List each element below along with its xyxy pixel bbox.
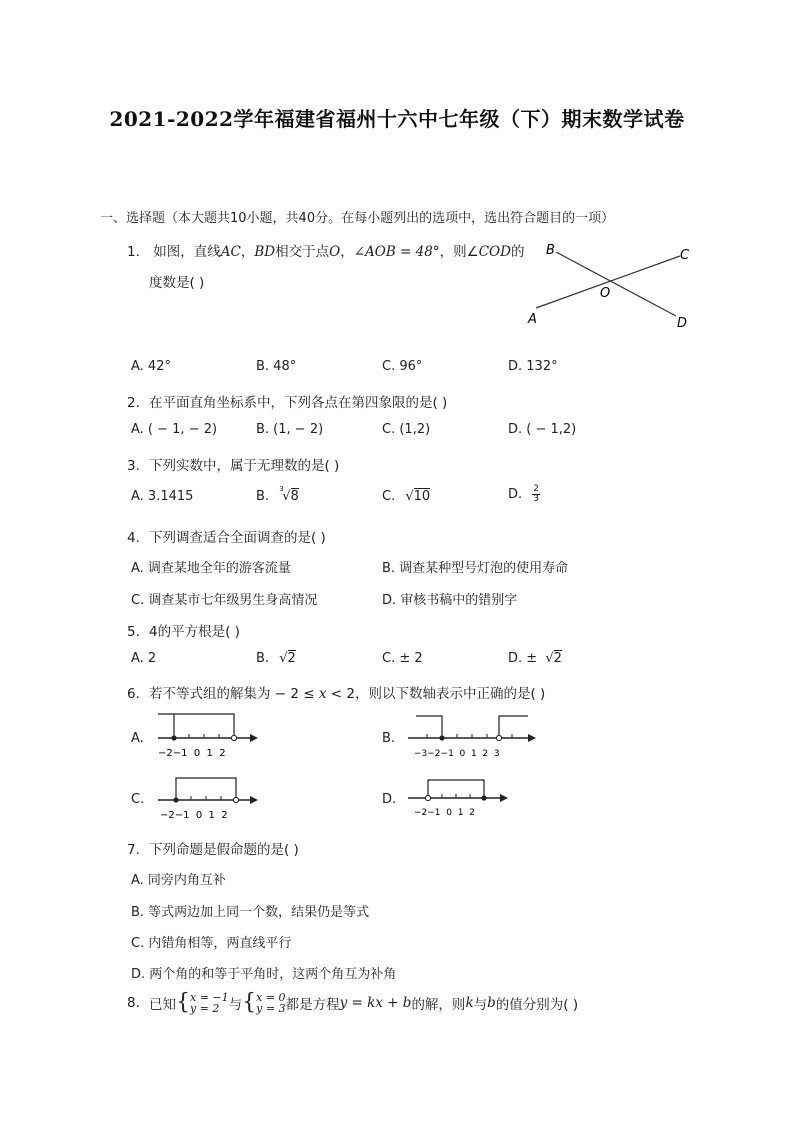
- option-label: C.: [382, 489, 396, 504]
- q6-text-post: < 2，则以下数轴表示中正确的是( ): [326, 686, 546, 702]
- q4-option-c[interactable]: C. 调查某市七年级男生身高情况: [131, 593, 318, 608]
- q7-option-b[interactable]: B. 等式两边加上同一个数，结果仍是等式: [131, 905, 370, 920]
- numerator: 2: [533, 484, 540, 494]
- label-o: O: [600, 286, 611, 301]
- q3-option-b[interactable]: B. 3 √8: [256, 485, 299, 504]
- q7-option-c[interactable]: C. 内错角相等，两直线平行: [131, 936, 292, 951]
- axis-labels: −2−1 0 1 2: [160, 810, 228, 821]
- question-number: 3.: [127, 458, 140, 474]
- page-title: 2021-2022学年福建省福州十六中七年级（下）期末数学试卷: [109, 107, 685, 131]
- q3-option-d[interactable]: [508, 485, 540, 504]
- q8-text-pre: 已知: [149, 997, 176, 1013]
- q5-option-d[interactable]: D. ± √2: [508, 651, 562, 666]
- q6-option-d-label[interactable]: D.: [382, 792, 397, 807]
- var-b: b: [487, 995, 496, 1011]
- point-o: O: [329, 244, 341, 260]
- question-number: 4.: [127, 530, 140, 546]
- section-heading: 一、选择题（本大题共10小题，共40分。在每小题列出的选项中，选出符合题目的一项）: [100, 211, 615, 226]
- q1-option-d[interactable]: D. 132°: [508, 359, 558, 374]
- axis-labels: −2−1 0 1 2: [414, 808, 475, 818]
- q8-text-post: 都是方程: [285, 997, 340, 1013]
- question-number: 8.: [127, 995, 140, 1011]
- q5-option-b[interactable]: B. √2: [256, 651, 296, 666]
- denominator: 3: [533, 494, 540, 504]
- system-1: [190, 992, 229, 1014]
- q4-option-a[interactable]: A. 调查某地全年的游客流量: [131, 561, 291, 576]
- q4-option-b[interactable]: B. 调查某种型号灯泡的使用寿命: [382, 561, 569, 576]
- q6-option-c-label[interactable]: C.: [131, 792, 145, 807]
- q8-text-tail: 的值分别为( ): [495, 997, 579, 1013]
- label-c: C: [680, 248, 690, 263]
- q1-option-c[interactable]: C. 96°: [382, 359, 423, 374]
- question-2: [127, 391, 447, 411]
- question-1: [127, 240, 524, 260]
- q8-text-and: 与: [473, 997, 488, 1013]
- option-label: D.: [508, 487, 523, 502]
- angle-aob: ∠AOB = 48°: [353, 244, 440, 260]
- option-label: D. ±: [508, 651, 538, 666]
- radicand: 10: [413, 489, 431, 504]
- q4-option-d[interactable]: D. 审核书稿中的错别字: [382, 593, 518, 608]
- q5-option-a[interactable]: A. 2: [131, 651, 157, 666]
- fraction: [532, 485, 540, 504]
- system-1-row-1: x = −1: [190, 991, 229, 1004]
- q6-option-c-numberline[interactable]: [150, 772, 265, 824]
- axis-labels: −3−2−1 0 1 2 3: [414, 749, 500, 759]
- q6-option-b-numberline[interactable]: [402, 710, 540, 762]
- label-a: A: [528, 312, 537, 327]
- q6-text-pre: 若不等式组的解集为 − 2 ≤: [149, 686, 319, 702]
- q8-text-mid: 与: [228, 997, 243, 1013]
- system-2-row-1: x = 0: [256, 991, 286, 1004]
- question-number: 5.: [127, 624, 140, 640]
- equation: y = kx + b: [339, 995, 412, 1011]
- q1-option-b[interactable]: B. 48°: [256, 359, 297, 374]
- question-6: [127, 682, 545, 702]
- var-k: k: [465, 995, 474, 1011]
- q2-option-c[interactable]: C. (1,2): [382, 422, 431, 437]
- root-index: 3: [279, 485, 284, 493]
- q1-text-tail: 的: [510, 244, 525, 260]
- q1-comma: ，: [240, 244, 255, 260]
- radicand: 8: [290, 489, 299, 504]
- system-2-row-2: y = 3: [256, 1002, 286, 1015]
- q7-text: 下列命题是假命题的是( ): [149, 842, 299, 858]
- question-number: 6.: [127, 686, 140, 702]
- q1-figure: [520, 236, 700, 332]
- q5-text: 4的平方根是( ): [149, 624, 240, 640]
- q1-text: 如图，直线: [153, 244, 221, 260]
- q6-option-b-label[interactable]: B.: [382, 731, 396, 746]
- q6-option-d-numberline[interactable]: [402, 772, 517, 824]
- q7-option-d[interactable]: D. 两个角的和等于平角时，这两个角互为补角: [131, 967, 397, 982]
- question-4: [127, 526, 326, 546]
- label-d: D: [677, 316, 688, 331]
- q3-option-c[interactable]: C. √10: [382, 489, 431, 504]
- question-5: [127, 620, 240, 640]
- label-b: B: [546, 243, 555, 258]
- q7-option-a[interactable]: A. 同旁内角互补: [131, 873, 226, 888]
- radicand: 2: [287, 651, 296, 666]
- q4-text: 下列调查适合全面调查的是( ): [149, 530, 326, 546]
- line-bd: [556, 252, 676, 316]
- system-2: [256, 992, 285, 1014]
- axis-labels: −2−1 0 1 2: [158, 748, 226, 759]
- question-number: 7.: [127, 842, 140, 858]
- question-number: 1.: [127, 244, 140, 260]
- q2-option-a[interactable]: A. ( − 1, − 2): [131, 422, 218, 437]
- q2-text: 在平面直角坐标系中，下列各点在第四象限的是( ): [149, 395, 448, 411]
- q6-option-a-label[interactable]: A.: [131, 731, 144, 746]
- q1-line-2: 度数是( ): [149, 275, 205, 291]
- radicand: 2: [553, 651, 562, 666]
- brace-icon: {: [176, 990, 190, 1015]
- q8-text-post-2: 的解，则: [411, 997, 466, 1013]
- q1-option-a[interactable]: A. 42°: [131, 359, 171, 374]
- brace-icon: {: [242, 990, 257, 1015]
- option-label: B.: [256, 489, 270, 504]
- line-bd: BD: [254, 244, 276, 260]
- q6-var-x: x: [318, 686, 327, 702]
- q1-text-mid: 相交于点: [275, 244, 330, 260]
- q2-option-d[interactable]: D. ( − 1,2): [508, 422, 577, 437]
- line-ac: AC: [220, 244, 241, 260]
- q6-option-a-numberline[interactable]: [150, 710, 265, 762]
- question-8: [127, 992, 578, 1014]
- q3-option-a[interactable]: A. 3.1415: [131, 489, 194, 504]
- question-number: 2.: [127, 395, 140, 411]
- question-7: [127, 838, 299, 858]
- system-1-row-2: y = 2: [190, 1002, 220, 1015]
- q5-option-c[interactable]: C. ± 2: [382, 651, 423, 666]
- angle-cod: COD: [478, 244, 511, 260]
- question-3: [127, 454, 339, 474]
- q1-text-end: ，则∠: [439, 244, 479, 260]
- q1-comma-2: ，: [340, 244, 354, 260]
- q3-text: 下列实数中，属于无理数的是( ): [149, 458, 340, 474]
- q2-option-b[interactable]: B. (1, − 2): [256, 422, 324, 437]
- option-label: B.: [256, 651, 270, 666]
